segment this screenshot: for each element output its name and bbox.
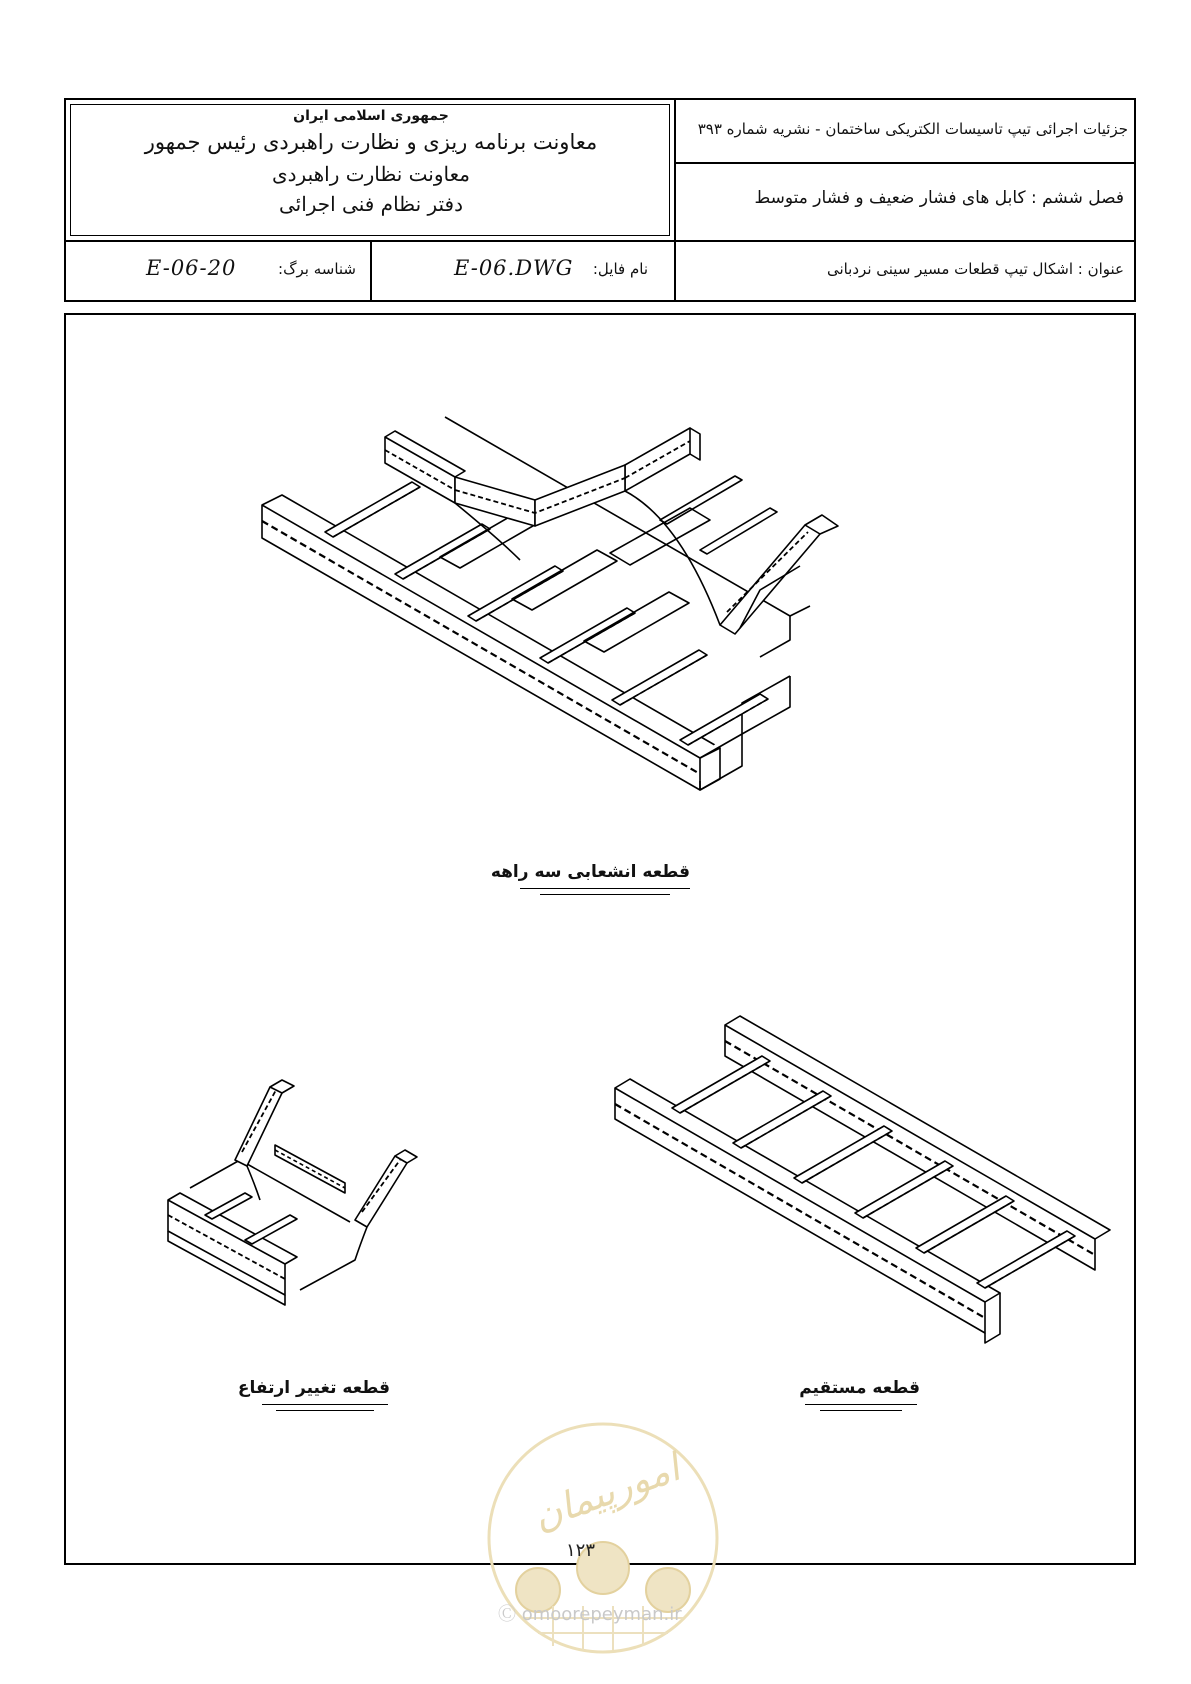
straight-caption: قطعه مستقیم (799, 1378, 920, 1398)
org-country: جمهوری اسلامی ایران (293, 108, 449, 124)
page-number: ۱۲۳ (566, 1540, 596, 1561)
publication-title: جزئیات اجرائی تیپ تاسیسات الکتریکی ساختمان - نشریه شماره ۳۹۳ (697, 120, 1128, 138)
org-supervision: معاونت نظارت راهبردی (272, 162, 470, 186)
drawing-title: عنوان : اشکال تیپ قطعات مسیر سینی نردبانی (826, 260, 1124, 278)
org-deputy: معاونت برنامه ریزی و نظارت راهبردی رئیس جمهور (144, 130, 598, 154)
tee-caption: قطعه انشعابی سه راهه (490, 862, 690, 882)
height-change-caption: قطعه تغییر ارتفاع (237, 1378, 390, 1398)
straight-caption-underline-short (820, 1410, 902, 1411)
chapter-title: فصل ششم : کابل های فشار ضعیف و فشار متوسط (754, 188, 1124, 208)
straight-caption-underline (805, 1404, 917, 1405)
sheet-id-value: E-06-20 (146, 256, 237, 280)
file-name-label: نام فایل: (592, 260, 648, 278)
at-sign-icon: Ⓒ (498, 1604, 516, 1625)
file-name-value: E-06.DWG (454, 256, 574, 280)
watermark-site (498, 1600, 682, 1626)
watermark-site-text: omoorepeyman.ir (521, 1604, 682, 1625)
watermark-logo-text: امورپیمان (527, 1445, 686, 1539)
org-office: دفتر نظام فنی اجرائی (278, 192, 464, 216)
sheet-id-label: شناسه برگ: (278, 260, 356, 278)
